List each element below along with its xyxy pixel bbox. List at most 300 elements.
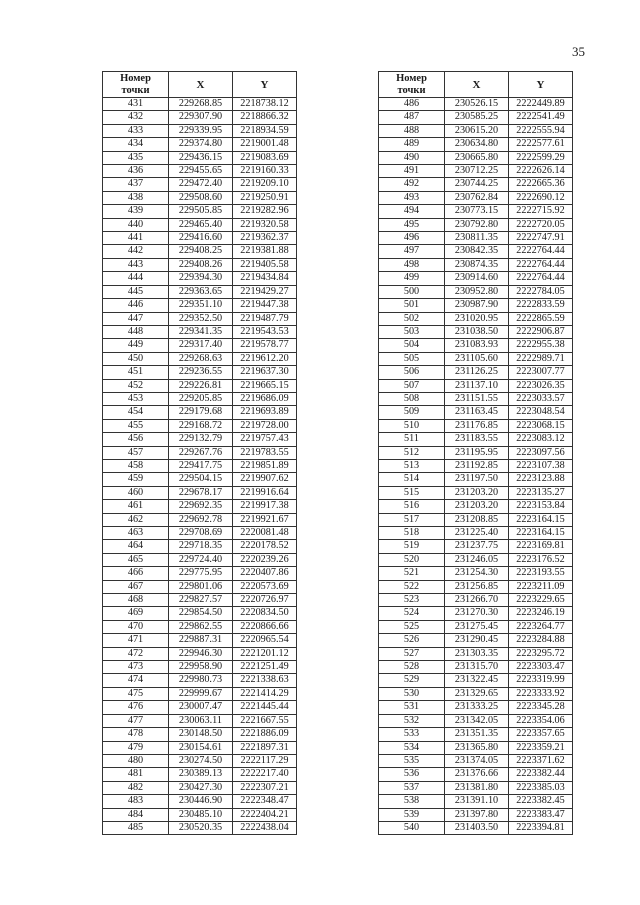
cell-y: 2223385.03	[509, 781, 573, 794]
table-row	[379, 111, 573, 124]
cell-y: 2221414.29	[233, 687, 297, 700]
cell-point-number: 530	[379, 687, 445, 700]
cell-point-number: 527	[379, 647, 445, 660]
cell-x: 229132.79	[169, 433, 233, 446]
cell-y: 2221897.31	[233, 741, 297, 754]
table-row	[379, 272, 573, 285]
cell-x: 229351.10	[169, 299, 233, 312]
cell-x: 229268.63	[169, 352, 233, 365]
cell-point-number: 514	[379, 473, 445, 486]
cell-x: 231365.80	[445, 741, 509, 754]
cell-point-number: 433	[103, 124, 169, 137]
cell-point-number: 436	[103, 165, 169, 178]
cell-x: 229352.50	[169, 312, 233, 325]
table-row	[379, 299, 573, 312]
cell-x: 230914.60	[445, 272, 509, 285]
cell-x: 230811.35	[445, 232, 509, 245]
cell-x: 231256.85	[445, 580, 509, 593]
cell-point-number: 471	[103, 634, 169, 647]
cell-x: 231126.25	[445, 366, 509, 379]
table-row	[379, 486, 573, 499]
cell-point-number: 534	[379, 741, 445, 754]
cell-y: 2222906.87	[509, 325, 573, 338]
table-row	[379, 379, 573, 392]
table-row	[103, 339, 297, 352]
cell-point-number: 431	[103, 98, 169, 111]
cell-point-number: 506	[379, 366, 445, 379]
cell-y: 2223007.77	[509, 366, 573, 379]
cell-x: 231303.35	[445, 647, 509, 660]
table-row	[103, 245, 297, 258]
table-row	[379, 795, 573, 808]
cell-y: 2219083.69	[233, 151, 297, 164]
cell-point-number: 501	[379, 299, 445, 312]
table-row	[103, 205, 297, 218]
cell-y: 2223164.15	[509, 527, 573, 540]
table-row	[379, 352, 573, 365]
cell-x: 231225.40	[445, 527, 509, 540]
cell-point-number: 459	[103, 473, 169, 486]
cell-x: 230634.80	[445, 138, 509, 151]
table-header-row	[379, 72, 573, 98]
cell-x: 230773.15	[445, 205, 509, 218]
table-body-right	[379, 98, 573, 835]
table-row	[379, 728, 573, 741]
cell-x: 229179.68	[169, 406, 233, 419]
header-x: X	[169, 72, 233, 98]
cell-y: 2222626.14	[509, 165, 573, 178]
cell-x: 231351.35	[445, 728, 509, 741]
cell-x: 231322.45	[445, 674, 509, 687]
cell-x: 231374.05	[445, 754, 509, 767]
table-row	[379, 741, 573, 754]
cell-x: 230526.15	[445, 98, 509, 111]
cell-point-number: 463	[103, 527, 169, 540]
cell-x: 230792.80	[445, 218, 509, 231]
table-row	[379, 151, 573, 164]
table-row	[103, 218, 297, 231]
cell-point-number: 479	[103, 741, 169, 754]
cell-x: 230874.35	[445, 258, 509, 271]
cell-point-number: 462	[103, 513, 169, 526]
cell-y: 2222555.94	[509, 124, 573, 137]
cell-x: 230585.25	[445, 111, 509, 124]
table-row	[103, 661, 297, 674]
cell-point-number: 538	[379, 795, 445, 808]
table-row	[103, 124, 297, 137]
coordinates-table-left	[102, 71, 297, 835]
header-point-number	[103, 72, 169, 98]
cell-point-number: 533	[379, 728, 445, 741]
cell-x: 231192.85	[445, 459, 509, 472]
cell-point-number: 438	[103, 191, 169, 204]
cell-y: 2221886.09	[233, 728, 297, 741]
cell-x: 231275.45	[445, 620, 509, 633]
cell-point-number: 494	[379, 205, 445, 218]
cell-point-number: 503	[379, 325, 445, 338]
cell-point-number: 507	[379, 379, 445, 392]
table-row	[103, 647, 297, 660]
table-row	[103, 553, 297, 566]
cell-y: 2222449.89	[509, 98, 573, 111]
table-row	[103, 500, 297, 513]
cell-point-number: 536	[379, 768, 445, 781]
cell-y: 2222404.21	[233, 808, 297, 821]
cell-x: 231083.93	[445, 339, 509, 352]
cell-point-number: 495	[379, 218, 445, 231]
table-row	[103, 299, 297, 312]
cell-y: 2222348.47	[233, 795, 297, 808]
cell-y: 2223135.27	[509, 486, 573, 499]
cell-x: 231038.50	[445, 325, 509, 338]
cell-x: 230007.47	[169, 701, 233, 714]
cell-y: 2223394.81	[509, 821, 573, 834]
cell-x: 231270.30	[445, 607, 509, 620]
header-y: Y	[233, 72, 297, 98]
cell-y: 2222599.29	[509, 151, 573, 164]
table-row	[103, 258, 297, 271]
table-row	[379, 594, 573, 607]
table-row	[379, 138, 573, 151]
cell-x: 231333.25	[445, 701, 509, 714]
cell-x: 230987.90	[445, 299, 509, 312]
table-row	[103, 513, 297, 526]
cell-y: 2218934.59	[233, 124, 297, 137]
table-row	[103, 459, 297, 472]
cell-y: 2222833.59	[509, 299, 573, 312]
cell-x: 229417.75	[169, 459, 233, 472]
cell-y: 2223357.65	[509, 728, 573, 741]
cell-x: 231195.95	[445, 446, 509, 459]
cell-point-number: 466	[103, 567, 169, 580]
cell-y: 2221201.12	[233, 647, 297, 660]
cell-x: 231237.75	[445, 540, 509, 553]
table-row	[379, 285, 573, 298]
cell-y: 2219851.89	[233, 459, 297, 472]
cell-y: 2219665.15	[233, 379, 297, 392]
cell-x: 229508.60	[169, 191, 233, 204]
cell-y: 2219362.37	[233, 232, 297, 245]
cell-x: 229436.15	[169, 151, 233, 164]
cell-x: 229801.06	[169, 580, 233, 593]
cell-x: 231391.10	[445, 795, 509, 808]
cell-x: 229416.60	[169, 232, 233, 245]
cell-y: 2222715.92	[509, 205, 573, 218]
cell-x: 229408.25	[169, 245, 233, 258]
cell-x: 229465.40	[169, 218, 233, 231]
cell-point-number: 524	[379, 607, 445, 620]
cell-point-number: 493	[379, 191, 445, 204]
cell-x: 231397.80	[445, 808, 509, 821]
cell-point-number: 509	[379, 406, 445, 419]
cell-y: 2221445.44	[233, 701, 297, 714]
table-row	[379, 258, 573, 271]
cell-y: 2219757.43	[233, 433, 297, 446]
table-row	[103, 594, 297, 607]
table-row	[103, 607, 297, 620]
table-row	[379, 754, 573, 767]
cell-y: 2219160.33	[233, 165, 297, 178]
table-row	[103, 728, 297, 741]
cell-x: 229862.55	[169, 620, 233, 633]
cell-y: 2223123.88	[509, 473, 573, 486]
cell-y: 2220239.26	[233, 553, 297, 566]
table-row	[103, 701, 297, 714]
cell-y: 2223026.35	[509, 379, 573, 392]
cell-point-number: 512	[379, 446, 445, 459]
table-row	[103, 379, 297, 392]
cell-point-number: 443	[103, 258, 169, 271]
cell-point-number: 452	[103, 379, 169, 392]
cell-point-number: 485	[103, 821, 169, 834]
table-row	[379, 580, 573, 593]
table-row	[103, 674, 297, 687]
cell-point-number: 432	[103, 111, 169, 124]
table-row	[103, 620, 297, 633]
cell-x: 231151.55	[445, 392, 509, 405]
cell-point-number: 454	[103, 406, 169, 419]
cell-x: 231203.20	[445, 486, 509, 499]
table-row	[379, 674, 573, 687]
cell-x: 231329.65	[445, 687, 509, 700]
table-row	[379, 687, 573, 700]
cell-point-number: 518	[379, 527, 445, 540]
cell-x: 229472.40	[169, 178, 233, 191]
cell-y: 2220081.48	[233, 527, 297, 540]
cell-point-number: 474	[103, 674, 169, 687]
cell-point-number: 478	[103, 728, 169, 741]
cell-x: 229504.15	[169, 473, 233, 486]
table-row	[379, 218, 573, 231]
table-row	[379, 540, 573, 553]
cell-y: 2223164.15	[509, 513, 573, 526]
table-row	[379, 245, 573, 258]
cell-x: 230842.35	[445, 245, 509, 258]
cell-point-number: 531	[379, 701, 445, 714]
cell-y: 2223359.21	[509, 741, 573, 754]
cell-x: 229341.35	[169, 325, 233, 338]
cell-y: 2220866.66	[233, 620, 297, 633]
cell-y: 2219320.58	[233, 218, 297, 231]
cell-x: 229678.17	[169, 486, 233, 499]
cell-x: 230712.25	[445, 165, 509, 178]
table-row	[103, 178, 297, 191]
cell-point-number: 488	[379, 124, 445, 137]
cell-y: 2223211.09	[509, 580, 573, 593]
cell-y: 2219917.38	[233, 500, 297, 513]
cell-x: 230446.90	[169, 795, 233, 808]
cell-point-number: 460	[103, 486, 169, 499]
cell-point-number: 445	[103, 285, 169, 298]
cell-x: 231376.66	[445, 768, 509, 781]
cell-point-number: 475	[103, 687, 169, 700]
table-row	[379, 366, 573, 379]
cell-x: 231183.55	[445, 433, 509, 446]
table-row	[379, 419, 573, 432]
cell-point-number: 540	[379, 821, 445, 834]
cell-point-number: 481	[103, 768, 169, 781]
cell-y: 2223264.77	[509, 620, 573, 633]
cell-y: 2223229.65	[509, 594, 573, 607]
cell-point-number: 490	[379, 151, 445, 164]
cell-x: 231020.95	[445, 312, 509, 325]
cell-x: 229374.80	[169, 138, 233, 151]
cell-y: 2219921.67	[233, 513, 297, 526]
cell-y: 2223382.44	[509, 768, 573, 781]
cell-y: 2219487.79	[233, 312, 297, 325]
cell-x: 230148.50	[169, 728, 233, 741]
cell-point-number: 511	[379, 433, 445, 446]
cell-point-number: 457	[103, 446, 169, 459]
cell-x: 231137.10	[445, 379, 509, 392]
table-row	[103, 527, 297, 540]
cell-point-number: 437	[103, 178, 169, 191]
table-row	[379, 473, 573, 486]
cell-point-number: 456	[103, 433, 169, 446]
cell-point-number: 510	[379, 419, 445, 432]
cell-point-number: 441	[103, 232, 169, 245]
table-row	[103, 433, 297, 446]
cell-point-number: 526	[379, 634, 445, 647]
table-row	[103, 768, 297, 781]
cell-x: 231203.20	[445, 500, 509, 513]
table-row	[103, 419, 297, 432]
cell-y: 2223153.84	[509, 500, 573, 513]
cell-point-number: 537	[379, 781, 445, 794]
cell-x: 230615.20	[445, 124, 509, 137]
cell-point-number: 435	[103, 151, 169, 164]
cell-point-number: 440	[103, 218, 169, 231]
table-body-left	[103, 98, 297, 835]
cell-point-number: 484	[103, 808, 169, 821]
table-row	[379, 620, 573, 633]
cell-x: 229854.50	[169, 607, 233, 620]
cell-x: 230389.13	[169, 768, 233, 781]
cell-point-number: 473	[103, 661, 169, 674]
cell-x: 231246.05	[445, 553, 509, 566]
table-row	[379, 647, 573, 660]
table-row	[379, 500, 573, 513]
cell-x: 229980.73	[169, 674, 233, 687]
cell-y: 2223345.28	[509, 701, 573, 714]
table-row	[103, 191, 297, 204]
cell-y: 2223083.12	[509, 433, 573, 446]
cell-point-number: 469	[103, 607, 169, 620]
cell-point-number: 492	[379, 178, 445, 191]
cell-y: 2222764.44	[509, 245, 573, 258]
cell-x: 230665.80	[445, 151, 509, 164]
cell-x: 229307.90	[169, 111, 233, 124]
cell-x: 229999.67	[169, 687, 233, 700]
table-row	[379, 634, 573, 647]
cell-x: 229827.57	[169, 594, 233, 607]
table-row	[379, 821, 573, 834]
cell-point-number: 539	[379, 808, 445, 821]
table-row	[103, 486, 297, 499]
cell-point-number: 464	[103, 540, 169, 553]
cell-point-number: 476	[103, 701, 169, 714]
cell-point-number: 535	[379, 754, 445, 767]
cell-point-number: 520	[379, 553, 445, 566]
table-row	[379, 781, 573, 794]
cell-point-number: 444	[103, 272, 169, 285]
cell-point-number: 458	[103, 459, 169, 472]
cell-y: 2219693.89	[233, 406, 297, 419]
table-row	[379, 567, 573, 580]
table-row	[379, 513, 573, 526]
cell-x: 229339.95	[169, 124, 233, 137]
cell-point-number: 446	[103, 299, 169, 312]
cell-x: 229505.85	[169, 205, 233, 218]
cell-point-number: 491	[379, 165, 445, 178]
cell-y: 2219001.48	[233, 138, 297, 151]
cell-x: 229205.85	[169, 392, 233, 405]
table-row	[103, 232, 297, 245]
table-row	[379, 406, 573, 419]
cell-x: 229946.30	[169, 647, 233, 660]
table-row	[103, 580, 297, 593]
cell-point-number: 461	[103, 500, 169, 513]
cell-x: 230952.80	[445, 285, 509, 298]
cell-y: 2220407.86	[233, 567, 297, 580]
cell-x: 229958.90	[169, 661, 233, 674]
cell-y: 2219381.88	[233, 245, 297, 258]
cell-y: 2223068.15	[509, 419, 573, 432]
cell-y: 2219916.64	[233, 486, 297, 499]
table-row	[103, 821, 297, 834]
cell-y: 2223383.47	[509, 808, 573, 821]
cell-x: 229692.35	[169, 500, 233, 513]
table-row	[379, 701, 573, 714]
table-row	[379, 124, 573, 137]
table-row	[103, 165, 297, 178]
cell-x: 231163.45	[445, 406, 509, 419]
cell-point-number: 467	[103, 580, 169, 593]
cell-y: 2219447.38	[233, 299, 297, 312]
table-row	[103, 446, 297, 459]
cell-y: 2222989.71	[509, 352, 573, 365]
cell-x: 231381.80	[445, 781, 509, 794]
cell-point-number: 468	[103, 594, 169, 607]
cell-point-number: 482	[103, 781, 169, 794]
table-row	[103, 741, 297, 754]
cell-y: 2223333.92	[509, 687, 573, 700]
cell-point-number: 489	[379, 138, 445, 151]
cell-x: 229394.30	[169, 272, 233, 285]
cell-x: 231403.50	[445, 821, 509, 834]
cell-x: 229718.35	[169, 540, 233, 553]
table-row	[103, 366, 297, 379]
cell-y: 2221338.63	[233, 674, 297, 687]
cell-point-number: 496	[379, 232, 445, 245]
table-row	[103, 687, 297, 700]
cell-y: 2220965.54	[233, 634, 297, 647]
cell-x: 229692.78	[169, 513, 233, 526]
cell-y: 2219612.20	[233, 352, 297, 365]
cell-x: 230520.35	[169, 821, 233, 834]
cell-x: 231266.70	[445, 594, 509, 607]
cell-x: 229363.65	[169, 285, 233, 298]
cell-y: 2222955.38	[509, 339, 573, 352]
cell-y: 2222438.04	[233, 821, 297, 834]
cell-point-number: 499	[379, 272, 445, 285]
coordinates-table-right	[378, 71, 573, 835]
cell-point-number: 472	[103, 647, 169, 660]
cell-y: 2219578.77	[233, 339, 297, 352]
cell-y: 2223107.38	[509, 459, 573, 472]
cell-y: 2222217.40	[233, 768, 297, 781]
header-point-number-line2: точки	[121, 84, 150, 96]
